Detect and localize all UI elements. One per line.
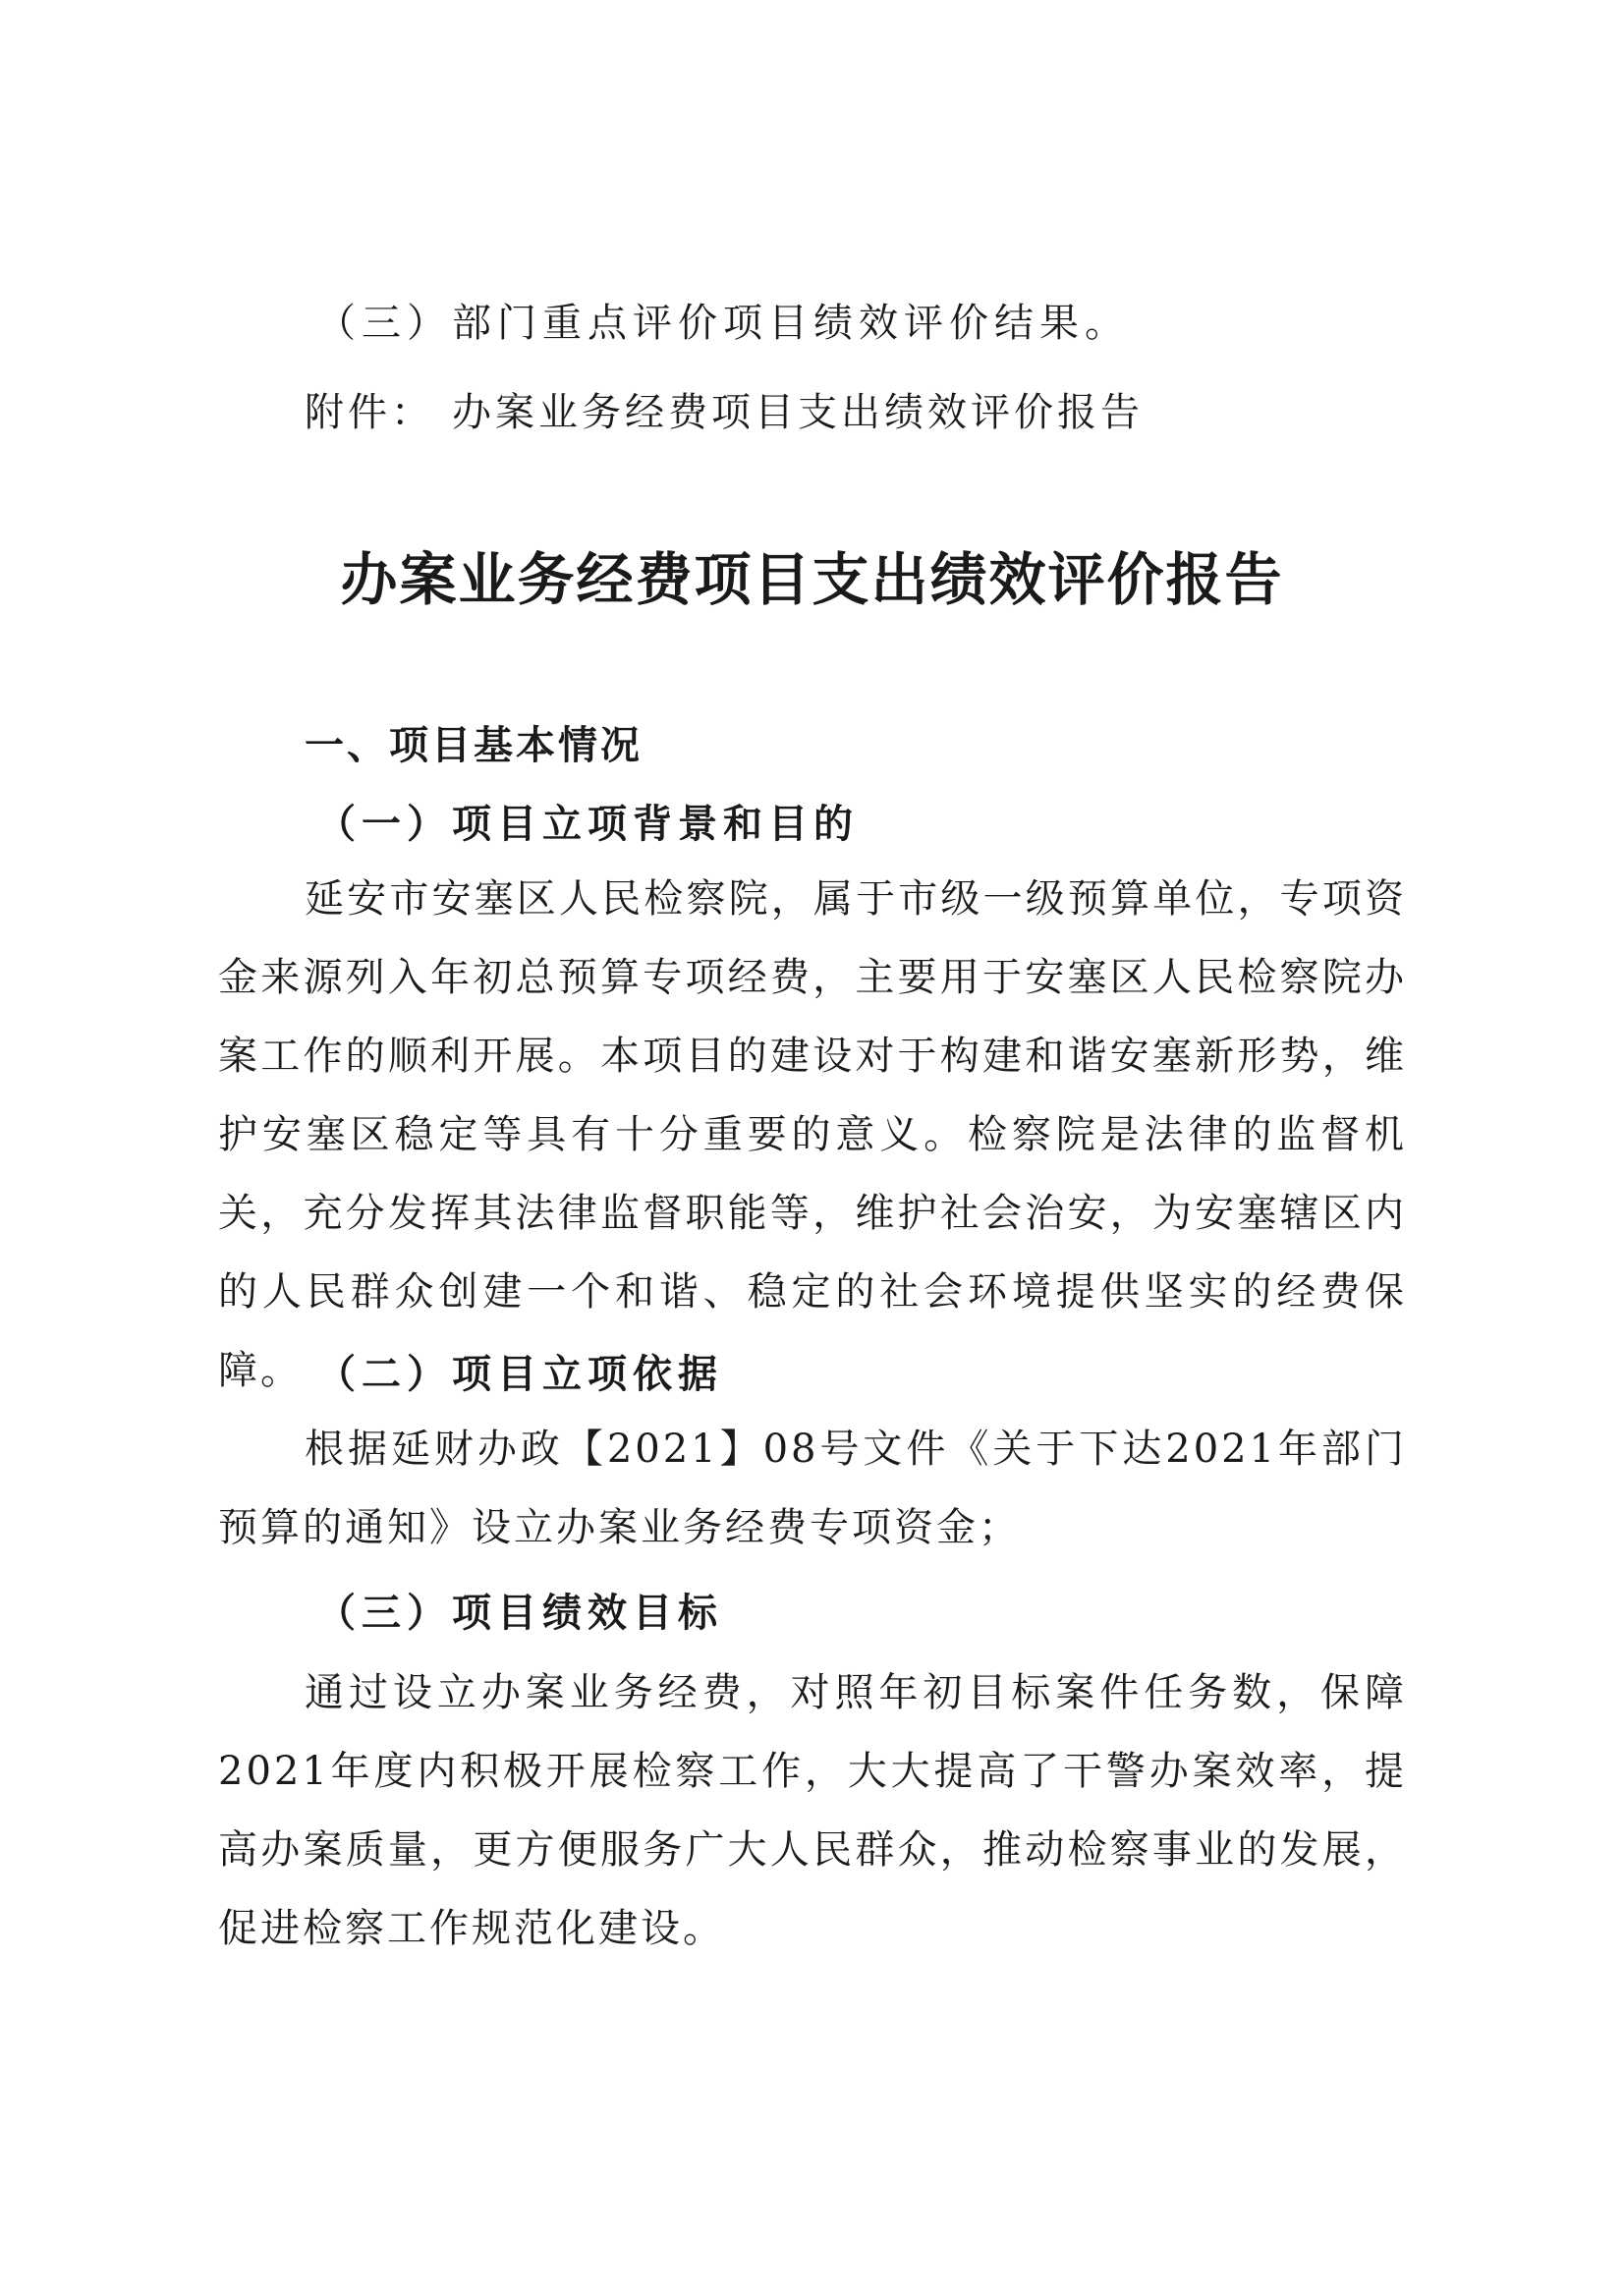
attachment-label: 附件： [305, 390, 434, 435]
prior-list-item-three: （三）部门重点评价项目绩效评价结果。 [316, 301, 1130, 346]
paragraph-background: 延安市安塞区人民检察院，属于市级一级预算单位，专项资金来源列入年初总预算专项经费，主要用于安塞区人民检察院办案工作的顺利开展。本项目的建设对于构建和谐安塞新形势，维护安塞区稳定等具有十分重要的意义。检察院是法律的监督机关，充分发挥其法律监督职能等，维护社会治安，为安塞辖区内的人民群众创建一个和谐、稳定的社会环境提供坚实的经费保障。 [218, 876, 1407, 1393]
section-heading-basic-info: 一、项目基本情况 [305, 723, 643, 768]
subsection-heading-goals: （三）项目绩效目标 [316, 1590, 723, 1636]
subsection-heading-background: （一）项目立项背景和目的 [316, 801, 859, 847]
paragraph-goals: 通过设立办案业务经费，对照年初目标案件任务数，保障2021年度内积极开展检察工作，大大提高了干警办案效率，提高办案质量，更方便服务广大人民群众，推动检察事业的发展，促进检察工作规范化建设。 [218, 1670, 1407, 1951]
report-title: 办案业务经费项目支出绩效评价报告 [340, 546, 1284, 613]
subsection-heading-basis: （二）项目立项依据 [316, 1351, 723, 1397]
attachment-name: 办案业务经费项目支出绩效评价报告 [452, 390, 1144, 435]
paragraph-basis: 根据延财办政【2021】08号文件《关于下达2021年部门预算的通知》设立办案业务经费专项资金； [218, 1427, 1407, 1550]
attachment-line [305, 389, 1144, 436]
